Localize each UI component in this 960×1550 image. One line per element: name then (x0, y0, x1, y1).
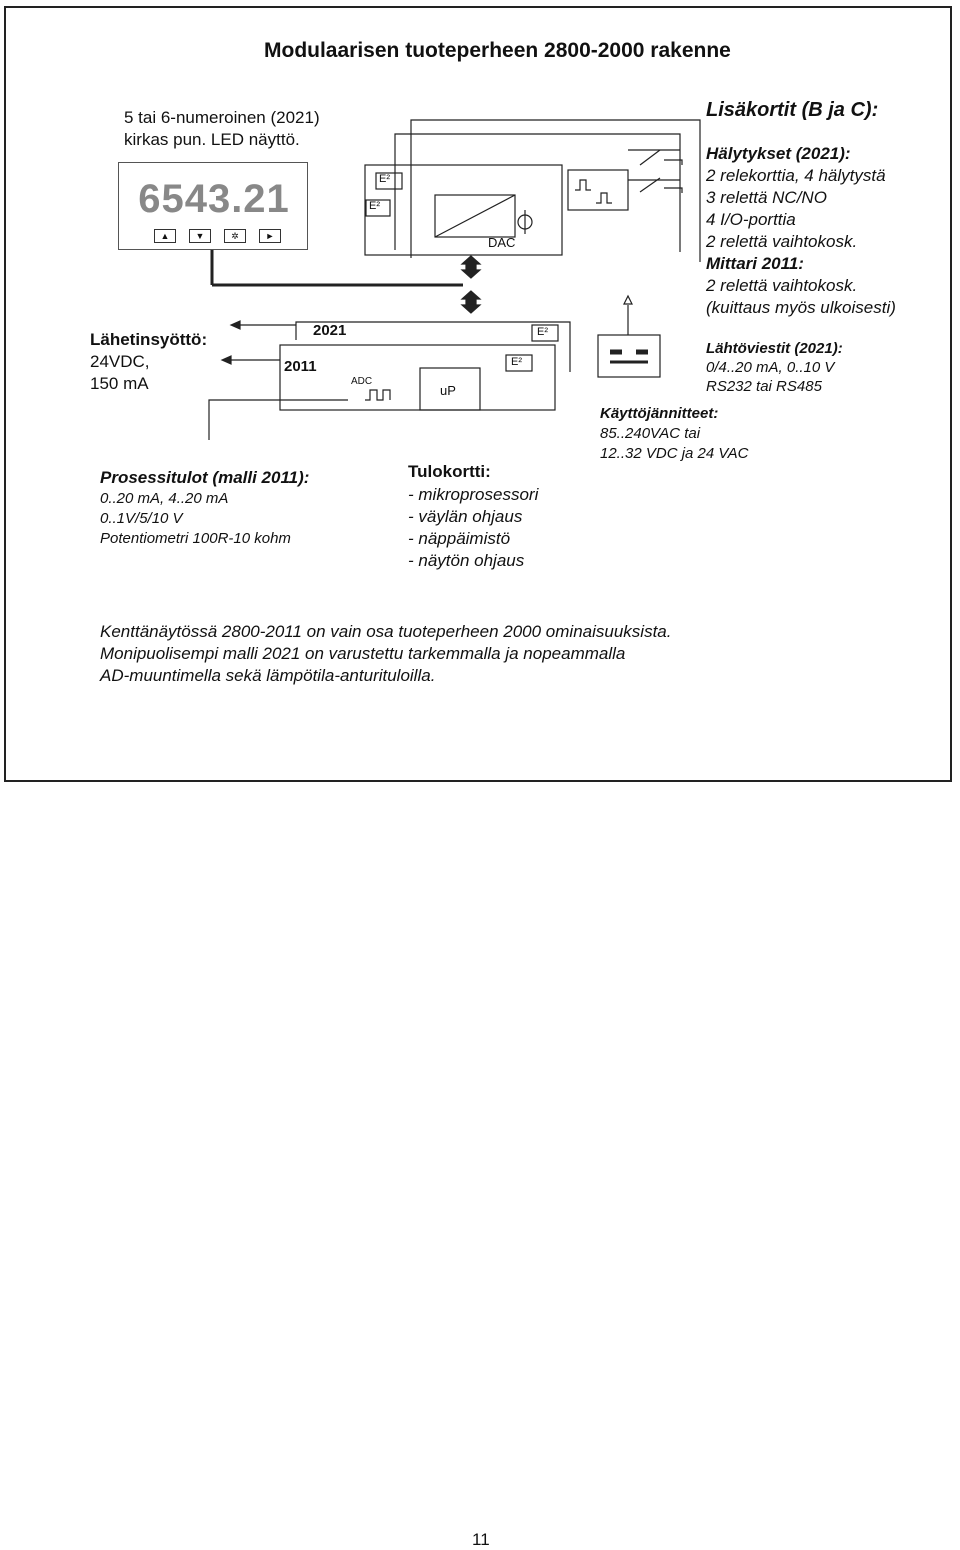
e2-chip-label-4: E² (511, 356, 522, 368)
adc-label: ADC (351, 376, 373, 387)
display-desc-line2: kirkas pun. LED näyttö. (124, 130, 300, 149)
alarms-label: Hälytykset (2021): (706, 144, 851, 163)
input-card-item: - väylän ohjaus (408, 507, 523, 526)
process-inputs-label: Prosessitulot (malli 2011): (100, 468, 310, 487)
e2-chip-label-3: E² (537, 326, 548, 338)
alarms-line: 4 I/O-porttia (706, 210, 796, 229)
outputs-line: 0/4..20 mA, 0..10 V (706, 359, 835, 376)
e2-chip-label-1: E² (379, 173, 390, 185)
e2-chip-label-2: E² (369, 200, 380, 212)
up-label: uP (440, 383, 456, 398)
outputs-label: Lähtöviestit (2021): (706, 340, 843, 357)
process-inputs-line2: 0..1V/5/10 V (100, 510, 183, 527)
model-2021-label: 2021 (313, 322, 347, 339)
input-card-item: - mikroprosessori (408, 485, 539, 504)
up-key-icon[interactable]: ▲ (154, 229, 176, 243)
model-2011-label: 2011 (284, 358, 317, 375)
set-key-icon[interactable]: ✲ (224, 229, 246, 243)
page-number: 11 (472, 1530, 490, 1549)
dac-label: DAC (488, 235, 516, 250)
right-key-icon[interactable]: ► (259, 229, 281, 243)
display-desc-line1: 5 tai 6-numeroinen (2021) (124, 108, 320, 127)
meter-label: Mittari 2011: (706, 254, 804, 273)
footer-line: AD-muuntimella sekä lämpötila-anturituloilla. (100, 666, 436, 685)
process-inputs-line1: 0..20 mA, 4..20 mA (100, 490, 229, 507)
power-label: Käyttöjännitteet: (600, 405, 719, 422)
supply-line2: 150 mA (90, 374, 149, 393)
supply-label: Lähetinsyöttö: (90, 330, 208, 349)
input-card-item: - näppäimistö (408, 529, 511, 548)
led-digits: 6543.21 (138, 177, 290, 221)
footer-line: Kenttänäytössä 2800-2011 on vain osa tuoteperheen 2000 ominaisuuksista. (100, 622, 672, 641)
alarms-line: 3 relettä NC/NO (706, 188, 827, 207)
extra-cards-title: Lisäkortit (B ja C): (706, 99, 879, 121)
footer-line: Monipuolisempi malli 2021 on varustettu tarkemmalla ja nopeammalla (100, 644, 626, 663)
alarms-line: 2 relettä vaihtokosk. (706, 232, 858, 251)
input-card-item: - näytön ohjaus (408, 551, 525, 570)
meter-line: 2 relettä vaihtokosk. (706, 276, 858, 295)
alarms-line: 2 relekorttia, 4 hälytystä (706, 166, 886, 185)
meter-line: (kuittaus myös ulkoisesti) (706, 298, 896, 317)
page-title: Modulaarisen tuoteperheen 2800-2000 rakenne (264, 39, 731, 62)
power-line2: 12..32 VDC ja 24 VAC (600, 445, 749, 462)
down-key-icon[interactable]: ▼ (189, 229, 211, 243)
input-card-label: Tulokortti: (408, 462, 491, 481)
process-inputs-line3: Potentiometri 100R-10 kohm (100, 530, 291, 547)
supply-line1: 24VDC, (90, 352, 150, 371)
power-line1: 85..240VAC tai (600, 425, 701, 442)
outputs-line: RS232 tai RS485 (706, 378, 822, 395)
led-display (118, 162, 308, 250)
